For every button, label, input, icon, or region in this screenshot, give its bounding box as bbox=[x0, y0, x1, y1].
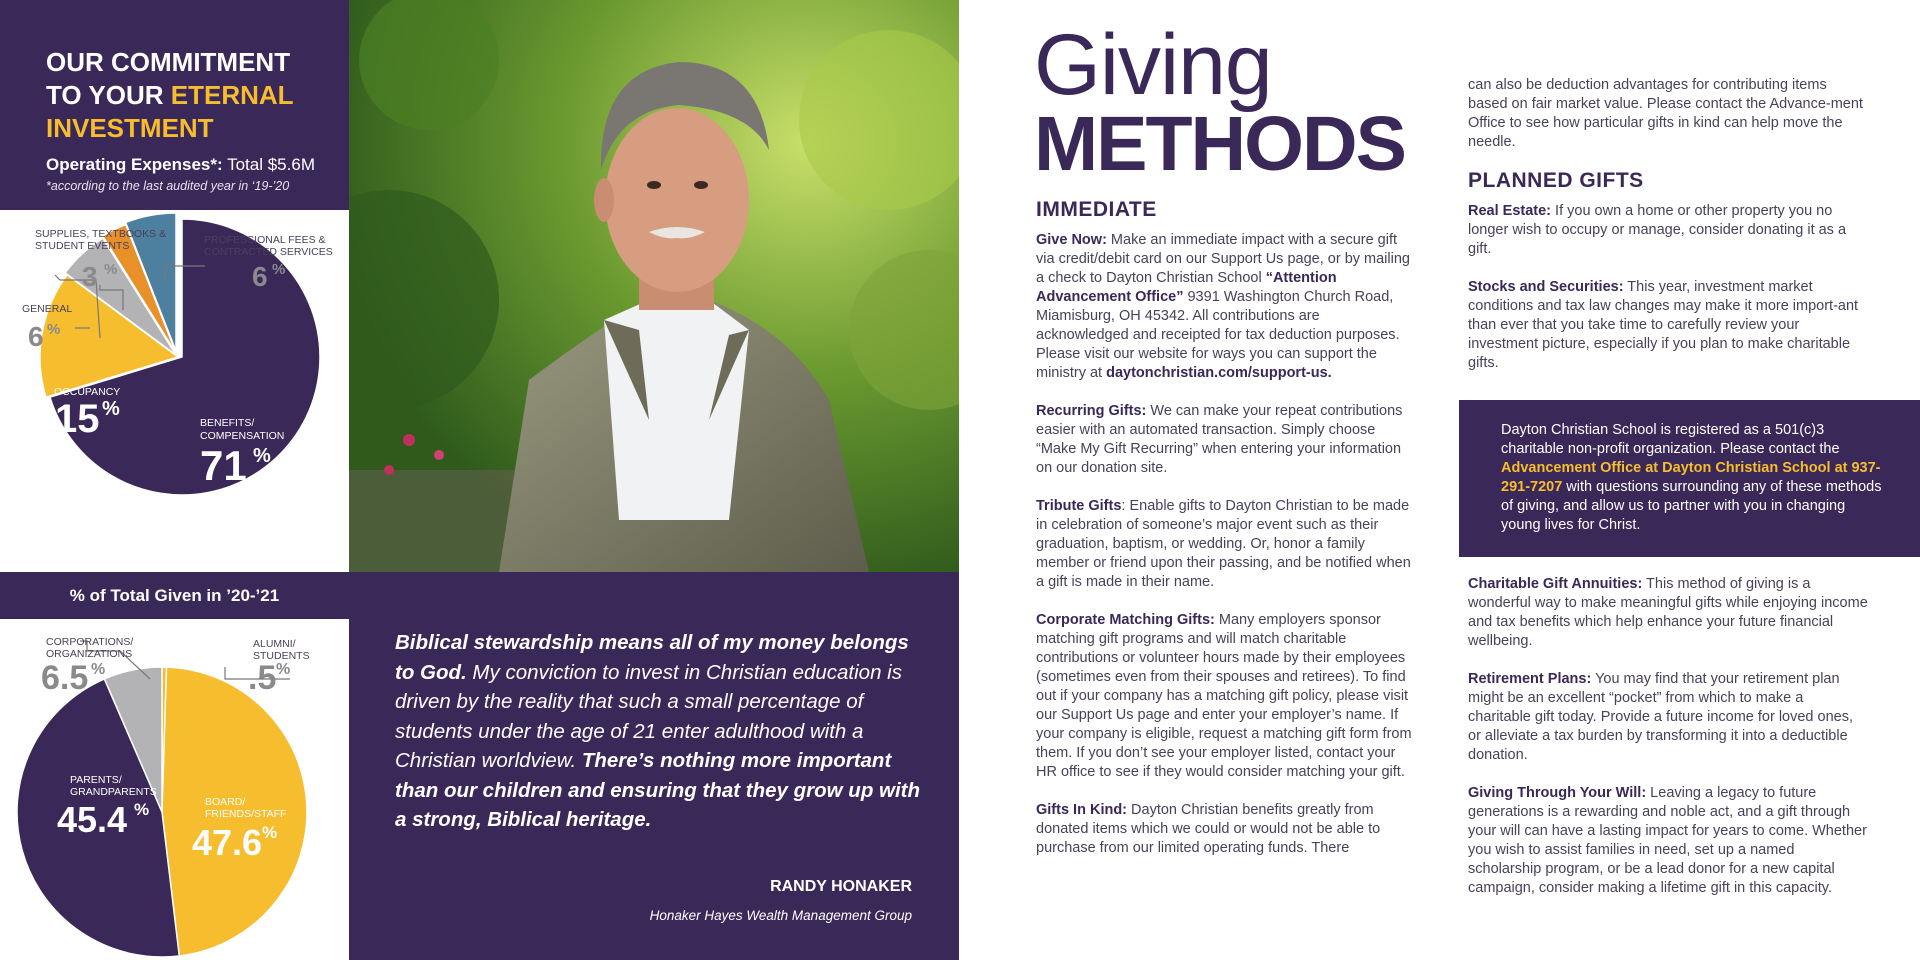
ear bbox=[594, 178, 614, 222]
slice-label: BOARD/ bbox=[205, 796, 246, 808]
slice-value-parents: 45.4 bbox=[57, 799, 128, 840]
nonprofit-callout: Dayton Christian School is registered as a 501(c)3 charitable non-profit organization. Please contact the Advancement Office at Dayton Christian School at 937-291-7207 with questions surrounding any of these methods of giving, and allow us to partner with you in changing young lives for Christ. bbox=[1459, 400, 1920, 557]
giving-breakdown-pie-svg bbox=[0, 619, 349, 960]
gifts-in-kind-paragraph: Gifts In Kind: Dayton Christian benefits greatly from donated items which we could or would not be able to purchase from our limited operating funds. There bbox=[1036, 802, 1381, 856]
slice-label: STUDENTS bbox=[253, 650, 310, 662]
slice-label: GENERAL bbox=[22, 303, 73, 315]
percent-sign: % bbox=[253, 445, 271, 467]
page-title-methods: METHODS bbox=[1034, 101, 1405, 187]
eye bbox=[694, 181, 708, 189]
slice-value-alumni: .5 bbox=[248, 659, 277, 697]
slice-label: FRIENDS/STAFF bbox=[205, 808, 287, 820]
slice-label: SUPPLIES, TEXTBOOKS & bbox=[35, 228, 167, 240]
section-heading-immediate: IMMEDIATE bbox=[1036, 198, 1157, 221]
slice-label: OCCUPANCY bbox=[54, 386, 121, 398]
slice-value-general: 6 bbox=[28, 321, 44, 352]
gifts-in-kind-continued: can also be deduction advantages for contributing items based on fair market value. Please contact the Advance-ment Office to see how particular gifts in kind can help move the needle. bbox=[1468, 77, 1863, 150]
commitment-header bbox=[0, 0, 349, 210]
slice-label: GRANDPARENTS bbox=[70, 786, 157, 798]
percent-sign: % bbox=[262, 823, 278, 842]
flower bbox=[434, 450, 444, 460]
flower bbox=[384, 465, 394, 475]
retirement-paragraph: Retirement Plans: You may find that your retirement plan might be an excellent “pocket” from which to make a charitable gift today. Provide a future income for loved ones, or alleviate a tax burden by transforming it into a deductible donation. bbox=[1468, 671, 1854, 763]
slice-value-benefits: 71 bbox=[200, 442, 247, 489]
operating-expenses: Operating Expenses*: Total $5.6M bbox=[46, 155, 315, 174]
slice-value-occupancy: 15 bbox=[55, 397, 100, 441]
will-paragraph: Giving Through Your Will: Leaving a legacy to future generations is a rewarding and noble act, and a gift through your will can have a lasting impact for years to come. Whether you wish to assist families in need, set up a named scholarship program, or be a lead donor for a new capital campaign, consider making a lifetime gift in this capacity. bbox=[1468, 785, 1867, 896]
slice-label: CORPORATIONS/ bbox=[46, 636, 134, 648]
portrait-photo bbox=[349, 0, 959, 572]
slice-label: STUDENT EVENTS bbox=[35, 240, 130, 252]
testimonial-quote bbox=[349, 572, 959, 960]
giving-chart-title: % of Total Given in ’20-’21 bbox=[0, 572, 349, 619]
percent-sign: % bbox=[134, 800, 150, 819]
percent-sign: % bbox=[102, 398, 120, 420]
slice-value-board: 47.6 bbox=[192, 822, 263, 863]
percent-sign: % bbox=[47, 321, 61, 338]
portrait-illustration bbox=[349, 0, 959, 572]
percent-sign: % bbox=[91, 661, 106, 678]
slice-label: PARENTS/ bbox=[70, 774, 122, 786]
section-heading-planned: PLANNED GIFTS bbox=[1468, 169, 1644, 192]
real-estate-paragraph: Real Estate: If you own a home or other property you no longer wish to occupy or manage, consider donating it as a gift. bbox=[1468, 203, 1847, 257]
quote-author: RANDY HONAKER bbox=[770, 878, 912, 895]
slice-label: PROFESSIONAL FEES & bbox=[204, 234, 326, 246]
recurring-gifts-paragraph: Recurring Gifts: We can make your repeat contributions easier with an automated transaction. Simply choose “Make My Gift Recurring” when entering your information on our donation site. bbox=[1036, 403, 1403, 476]
quote-author-org: Honaker Hayes Wealth Management Group bbox=[649, 908, 912, 923]
stocks-paragraph: Stocks and Securities: This year, investment market conditions and tax law changes may make it more import-ant than ever that you take time to carefully review your investment picture, especially if you plan to make charitable gifts. bbox=[1468, 279, 1859, 371]
annuities-paragraph: Charitable Gift Annuities: This method of giving is a wonderful way to make meaningful gifts while enjoying income and tax benefits which help enhance your future financial wellbeing. bbox=[1468, 576, 1868, 649]
support-url-link[interactable]: daytonchristian.com/support-us. bbox=[1106, 365, 1332, 381]
advancement-office-contact[interactable]: Advancement Office at Dayton Christian School at 937-291-7207 bbox=[1501, 460, 1881, 495]
operating-expenses-chart bbox=[0, 210, 349, 572]
opex-footnote: *according to the last audited year in ‘19-’20 bbox=[46, 179, 290, 193]
operating-expenses-pie-svg bbox=[0, 210, 349, 572]
commitment-title: OUR COMMITMENT TO YOUR ETERNAL INVESTMENT bbox=[46, 47, 294, 143]
percent-sign: % bbox=[276, 661, 291, 678]
slice-label: CONTRACTED SERVICES bbox=[204, 246, 333, 258]
planned-gifts-column-top bbox=[1468, 76, 1868, 392]
give-now-paragraph: Give Now: Make an immediate impact with a secure gift via credit/debit card on our Support Us page, or by mailing a check to Dayton Christian School “Attention Advancement Office” 9391 Washington Church Road, Miamisburg, OH 45342. All contributions are acknowledged and receipted for tax deduction purposes. Please visit our website for ways you can support the ministry at daytonchristian.com/support-us. bbox=[1036, 232, 1410, 381]
slice-value-professional: 6 bbox=[252, 261, 268, 292]
giving-breakdown-chart bbox=[0, 619, 349, 960]
percent-sign: % bbox=[272, 261, 286, 278]
percent-sign: % bbox=[104, 261, 118, 278]
planned-gifts-column-bottom bbox=[1468, 575, 1868, 917]
eye bbox=[647, 181, 661, 189]
flower bbox=[403, 434, 415, 446]
tribute-gifts-paragraph: Tribute Gifts: Enable gifts to Dayton Christian to be made in celebration of someone’s major event such as their graduation, baptism, or wedding. Or, honor a family member or friend upon their passing, and be notified when a gift is made in their name. bbox=[1036, 498, 1411, 590]
slice-value-supplies: 3 bbox=[82, 261, 98, 292]
immediate-column bbox=[1036, 200, 1416, 877]
quote-text: Biblical stewardship means all of my money belongs to God. My conviction to invest in Christian education is driven by the reality that such a small percentage of students under the age of 21 enter adulthood with a Christian worldview. There’s nothing more important than our children and ensuring that they grow up with a strong, Biblical heritage. bbox=[395, 631, 921, 831]
slice-label: COMPENSATION bbox=[200, 430, 285, 442]
corporate-matching-paragraph: Corporate Matching Gifts: Many employers sponsor matching gift programs and will match charitable contributions or volunteer hours made by their employees (sometimes even from their spouses and retirees). To find out if your company has a matching gift policy, please visit our Support Us page and enter your employer’s name. If your company is eligible, request a matching gift form from them. If you don’t see your employer listed, contact your HR office to see if they would consider matching your gift. bbox=[1036, 612, 1412, 780]
page-title-giving: Giving bbox=[1034, 17, 1272, 113]
slice-label: BENEFITS/ bbox=[200, 417, 255, 429]
face bbox=[605, 108, 749, 292]
slice-label: ALUMNI/ bbox=[253, 638, 296, 650]
slice-label: ORGANIZATIONS bbox=[46, 648, 133, 660]
slice-value-corporations: 6.5 bbox=[41, 659, 89, 697]
